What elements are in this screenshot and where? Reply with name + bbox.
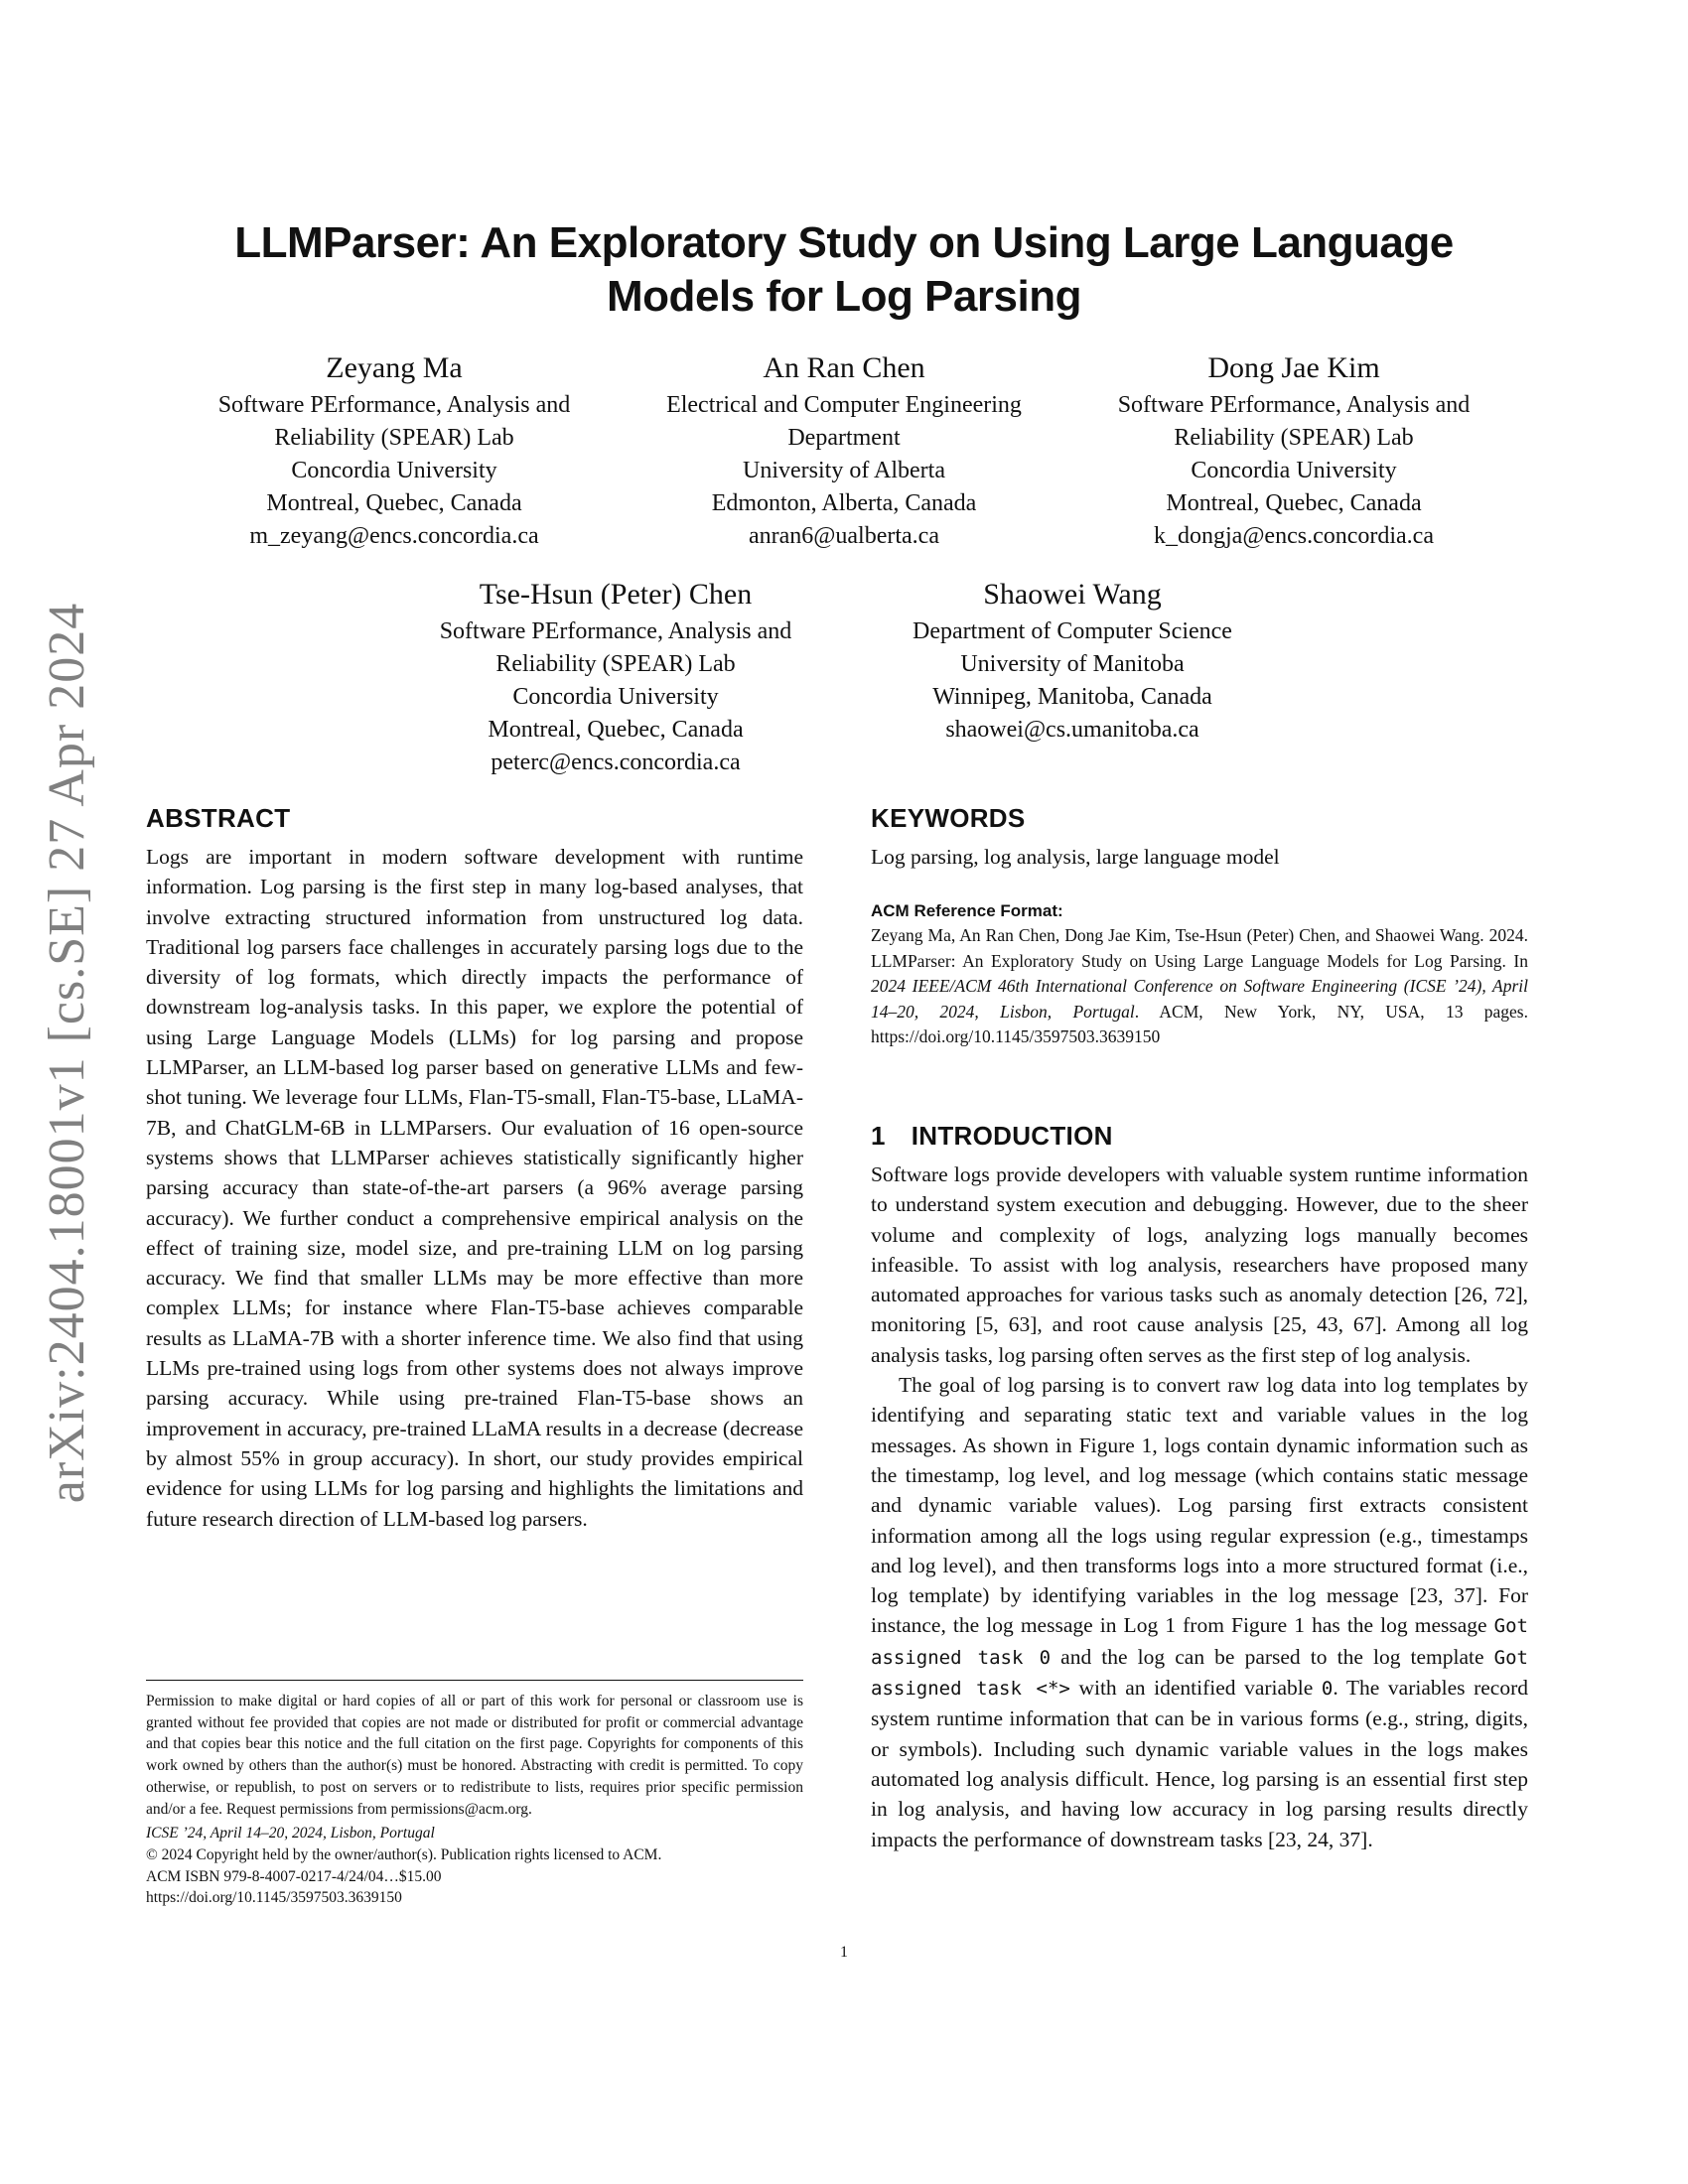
abstract-heading: ABSTRACT — [146, 803, 291, 833]
author-affiliation: Winnipeg, Manitoba, Canada — [932, 684, 1212, 710]
author-email: peterc@encs.concordia.ca — [491, 750, 741, 775]
author-affiliation: Montreal, Quebec, Canada — [266, 490, 522, 516]
paper-title — [149, 216, 1539, 324]
author-affiliation: Department — [787, 425, 901, 451]
author-row-2 — [387, 576, 1301, 779]
abstract-section — [146, 802, 803, 1534]
copyright-footnote — [146, 1680, 803, 1909]
intro-paragraph-2 — [871, 1370, 1528, 1854]
author-block — [1069, 349, 1519, 553]
intro-paragraph-1: Software logs provide developers with valuable system runtime information to understand system execution and debugging. However, due to the sheer volume and complexity of logs, analyzing logs manually becomes infeasible. To assist with log analysis, researchers have proposed many automated approaches for various tasks such as anomaly detection [26, 72], monitoring [5, 63], and root cause analysis [25, 43, 67]. Among all log analysis tasks, log parsing often serves as the first step of log analysis. — [871, 1162, 1528, 1367]
author-email: anran6@ualberta.ca — [749, 523, 939, 549]
acm-reference-authors: Zeyang Ma, An Ran Chen, Dong Jae Kim, Tse-Hsun (Peter) Chen, and Shaowei Wang. 2024. LLMParser: An Exploratory Study on Using Large Language Models for Log Parsing. In — [871, 925, 1528, 971]
code-log-template: Got assigned task <*> — [871, 1646, 1528, 1701]
author-email: shaowei@cs.umanitoba.ca — [945, 717, 1199, 743]
intro-paragraph-2-text: with an identified variable — [1069, 1676, 1322, 1701]
intro-paragraph-2-text: . The variables record system runtime information that can be in various forms (e.g., string, digits, or symbols). Including such dynamic variable values in the logs makes automated log analysis difficult. Hence, log parsing is an essential first step in log analysis, and having low accuracy in log parsing results directly impacts the performance of downstream tasks [23, 24, 37]. — [871, 1676, 1529, 1851]
author-name: Shaowei Wang — [983, 578, 1162, 611]
author-affiliation: University of Manitoba — [960, 651, 1185, 677]
author-block — [170, 349, 620, 553]
author-affiliation: Montreal, Quebec, Canada — [1166, 490, 1422, 516]
keywords-section — [871, 802, 1528, 1050]
copyright-line: © 2024 Copyright held by the owner/author(s). Publication rights licensed to ACM. — [146, 1845, 662, 1863]
author-block — [620, 349, 1069, 553]
author-affiliation: Software PErformance, Analysis and — [1117, 392, 1471, 418]
author-affiliation: Reliability (SPEAR) Lab — [1174, 425, 1414, 451]
author-affiliation: Montreal, Quebec, Canada — [488, 717, 744, 743]
permission-notice: Permission to make digital or hard copies of all or part of this work for personal or classroom use is granted without fee provided that copies are not made or distributed for profit or commercial advantage and that copies bear this notice and the full citation on the first page. Copyrights for components of this work owned by others than the author(s) must be honored. Abstracting with credit is permitted. To copy otherwise, or republish, to post on servers or to redistribute to lists, requires prior specific permission and/or a fee. Request permissions from permissions@acm.org. — [146, 1693, 803, 1818]
title-line-1: LLMParser: An Exploratory Study on Using Large Language — [234, 218, 1454, 267]
acm-reference-venue: 2024 IEEE/ACM 46th International Conference on Software Engineering (ICSE ’24), April 14–20, 2024, Lisbon, Portugal — [871, 976, 1528, 1022]
arxiv-stamp-text: arXiv:2404.18001v1 [cs.SE] 27 Apr 2024 — [39, 602, 96, 1503]
author-affiliation: Reliability (SPEAR) Lab — [274, 425, 514, 451]
code-log-message: Got assigned task 0 — [871, 1615, 1528, 1669]
author-affiliation: Department of Computer Science — [913, 618, 1232, 644]
author-affiliation: University of Alberta — [743, 458, 945, 483]
author-name: Dong Jae Kim — [1207, 351, 1380, 384]
introduction-section — [871, 1120, 1528, 1854]
acm-reference-text — [871, 923, 1528, 1050]
author-affiliation: Software PErformance, Analysis and — [217, 392, 571, 418]
author-name: An Ran Chen — [763, 351, 925, 384]
acm-reference-heading: ACM Reference Format: — [871, 901, 1063, 920]
author-email: k_dongja@encs.concordia.ca — [1154, 523, 1434, 549]
author-name: Zeyang Ma — [326, 351, 463, 384]
author-row-1 — [169, 349, 1519, 553]
section-number: 1 — [871, 1121, 886, 1151]
doi-link[interactable]: https://doi.org/10.1145/3597503.3639150 — [146, 1889, 402, 1907]
isbn-line: ACM ISBN 979-8-4007-0217-4/24/04…$15.00 — [146, 1867, 442, 1885]
page-number: 1 — [840, 1944, 848, 1961]
abstract-text: Logs are important in modern software development with runtime information. Log parsing is the first step in many log-based analyses, that involve extracting structured information from unstructured log data. Traditional log parsers face challenges in accurately parsing logs due to the diversity of log formats, which directly impacts the performance of downstream log-analysis tasks. In this paper, we explore the potential of using Large Language Models (LLMs) for log parsing and propose LLMParser, an LLM-based log parser based on generative LLMs and few-shot tuning. We leverage four LLMs, Flan-T5-small, Flan-T5-base, LLaMA-7B, and ChatGLM-6B in LLMParsers. Our evaluation of 16 open-source systems shows that LLMParser achieves statistically significantly higher parsing accuracy than state-of-the-art parsers (a 96% average parsing accuracy). We further conduct a comprehensive empirical analysis on the effect of training size, model size, and pre-training LLM on log parsing accuracy. We find that smaller LLMs may be more effective than more complex LLMs; for instance where Flan-T5-base achieves comparable results as LLaMA-7B with a shorter inference time. We also find that using LLMs pre-trained using logs from other systems does not always improve parsing accuracy. While using pre-trained Flan-T5-base shows an improvement in accuracy, pre-trained LLaMA results in a decrease (decrease by almost 55% in group accuracy). In short, our study provides empirical evidence for using LLMs for log parsing and highlights the limitations and future research direction of LLM-based log parsers. — [146, 845, 803, 1531]
introduction-heading — [871, 1120, 1528, 1152]
section-title: INTRODUCTION — [911, 1121, 1113, 1151]
author-affiliation: Software PErformance, Analysis and — [439, 618, 792, 644]
keywords-heading: KEYWORDS — [871, 803, 1026, 833]
author-email: m_zeyang@encs.concordia.ca — [249, 523, 539, 549]
keywords-text: Log parsing, log analysis, large language model — [871, 845, 1280, 869]
author-affiliation: Electrical and Computer Engineering — [666, 392, 1022, 418]
author-block — [844, 576, 1301, 779]
code-variable: 0 — [1321, 1678, 1334, 1701]
acm-reference-suffix: . ACM, New York, NY, USA, 13 pages. https://doi.org/10.1145/3597503.3639150 — [871, 1001, 1528, 1046]
intro-paragraph-2-text: The goal of log parsing is to convert raw log data into log templates by identifying and separating static text and variable values in the log messages. As shown in Figure 1, logs contain dynamic information such as the timestamp, log level, and log message (which contains static message and dynamic variable values). Log parsing first extracts consistent information among all the logs using regular expression (e.g., timestamps and log level), and then transforms logs into a more structured format (i.e., log template) by identifying variables in the log message [23, 37]. For instance, the log message in Log 1 from Figure 1 has the log message — [871, 1373, 1528, 1638]
title-line-2: Models for Log Parsing — [607, 272, 1081, 321]
author-affiliation: Concordia University — [291, 458, 497, 483]
intro-paragraph-2-text: and the log can be parsed to the log template — [1051, 1644, 1494, 1669]
conference-venue: ICSE ’24, April 14–20, 2024, Lisbon, Portugal — [146, 1825, 435, 1843]
author-affiliation: Edmonton, Alberta, Canada — [711, 490, 977, 516]
arxiv-identifier-stamp — [38, 576, 97, 1529]
author-name: Tse-Hsun (Peter) Chen — [479, 578, 753, 611]
author-affiliation: Concordia University — [1191, 458, 1397, 483]
author-affiliation: Reliability (SPEAR) Lab — [495, 651, 736, 677]
author-affiliation: Concordia University — [512, 684, 719, 710]
author-block — [387, 576, 844, 779]
